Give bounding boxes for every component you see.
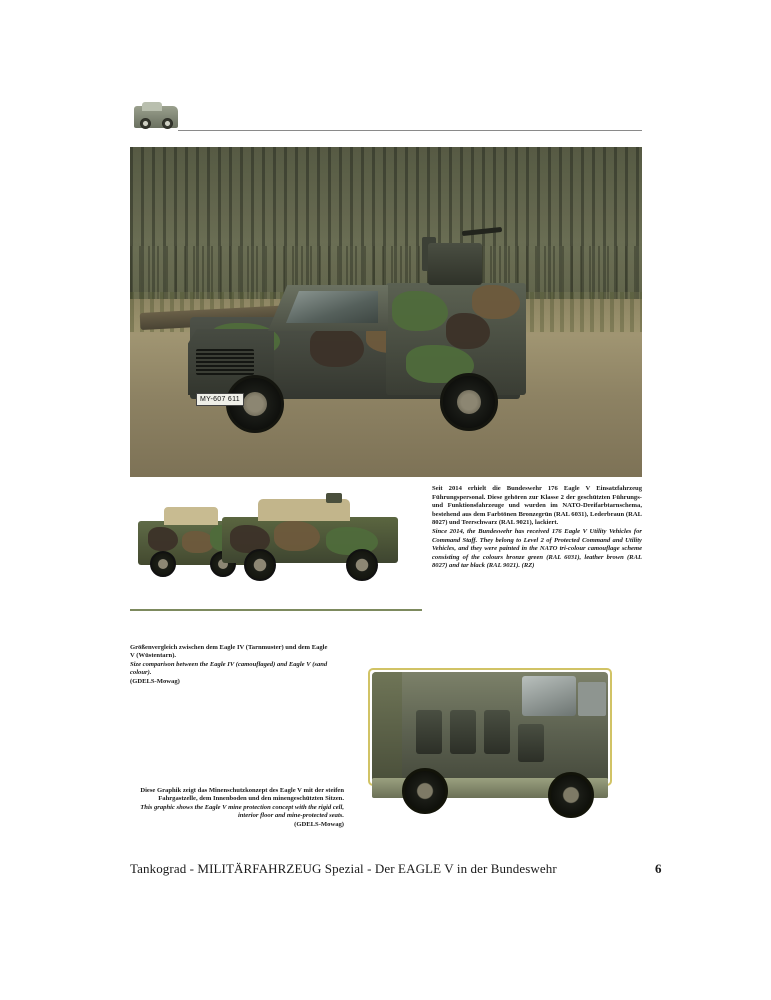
license-plate: MY-607 611: [196, 393, 244, 406]
cutaway-wheel-front: [548, 772, 594, 818]
caption-comparison-german: Größenvergleich zwischen dem Eagle IV (Tarnmuster) und dem Eagle V (Wüstentarn).: [130, 644, 328, 660]
eagle-iv-wheel-front: [150, 551, 176, 577]
armoured-vehicle-icon: [130, 100, 182, 132]
camo-patch: [392, 291, 448, 331]
eagle-v-wheel-rear: [346, 549, 378, 581]
wheel-rear: [440, 373, 498, 431]
caption-cutaway-english: This graphic shows the Eagle V mine protection concept with the rigid cell, interior floor and mine-protected seats.: [140, 803, 344, 820]
header-divider: [178, 130, 642, 131]
vehicle-grille: [196, 349, 254, 375]
vehicle-windscreen: [286, 291, 378, 323]
photo-vehicle: [190, 277, 590, 457]
eagle-iv-vs-eagle-v-size-comparison: [130, 483, 422, 635]
camo-patch: [148, 527, 178, 551]
eagle-v-roof-hatch: [326, 493, 342, 503]
eagle-v-mine-protection-cutaway: [348, 646, 642, 850]
caption-comparison-english: Size comparison between the Eagle IV (camouflaged) and Eagle V (sand colour).: [130, 660, 328, 677]
eagle-iv-cab-roof: [164, 507, 218, 525]
body-text-german: Seit 2014 erhielt die Bundeswehr 176 Eagle V Einsatzfahrzeug Führungspersonal. Diese gehören zur Klasse 2 der geschützten Führungs- und Funktionsfahrzeuge und wurden im NATO-Dreifarbtarnschema, bestehend aus dem Farbtönen Bronzegrün (RAL 6031), Lederbraun (RAL 8027) und Teerschwarz (RAL 9021), lackiert.: [432, 485, 642, 527]
caption-comparison-credit: (GDELS-Mowag): [130, 677, 180, 685]
logo-wheel-rear: [162, 118, 173, 129]
eagle-v-profile: [222, 493, 398, 585]
body-text-english: Since 2014, the Bundeswehr has received 176 Eagle V Utility Vehicles for Command Staff. They belong to Level 2 of Protected Command and Utility Vehicles, and they were painted in the NATO tri-colour camouflage scheme consisting of the colours bronze green (RAL 6031), leather brown (RAL 8027) and tar black (RAL 9021). (RZ): [432, 527, 642, 570]
page-header: [130, 100, 642, 140]
caption-mine-protection: [130, 787, 344, 829]
eagle-v-wheel-front: [244, 549, 276, 581]
remote-weapon-station: [428, 243, 482, 285]
caption-size-comparison: [130, 644, 330, 686]
caption-cutaway-german: Diese Graphik zeigt das Minenschutzkonzept des Eagle V mit der steifen Fahrgastzelle, dem Innenboden und den minengeschützten Sitzen.: [140, 787, 344, 803]
camo-patch: [472, 285, 520, 319]
logo-wheel-front: [140, 118, 151, 129]
main-body-text: [432, 485, 642, 571]
camo-patch: [446, 313, 490, 349]
camo-patch: [310, 327, 364, 367]
cutaway-rigid-cell-highlight: [368, 668, 612, 786]
footer-title: Tankograd - MILITÄRFAHRZEUG Spezial - Der EAGLE V in der Bundeswehr: [130, 861, 557, 876]
eagle-v-command-vehicle-photo: [130, 147, 642, 477]
caption-cutaway-credit: (GDELS-Mowag): [294, 820, 344, 828]
cutaway-wheel-rear: [402, 768, 448, 814]
illustration-baseline: [130, 609, 422, 611]
logo-vehicle-cab: [142, 102, 162, 111]
page-number: 6: [655, 861, 662, 876]
camo-patch: [274, 521, 320, 551]
